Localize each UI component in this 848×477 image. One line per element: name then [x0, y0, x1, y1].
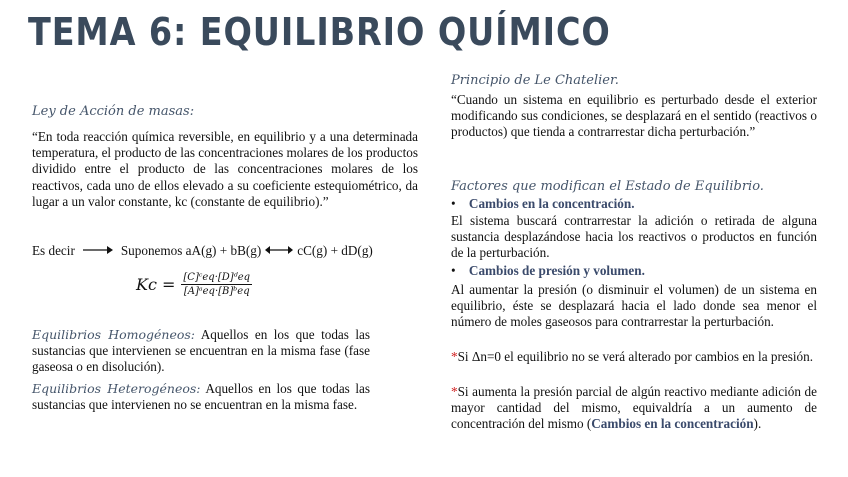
bullet-dot-icon: •	[451, 263, 456, 278]
homogeneous-heading: Equilibrios Homogéneos:	[32, 327, 196, 342]
chatelier-heading: Principio de Le Chatelier.	[451, 73, 619, 88]
law-heading: Ley de Acción de masas:	[32, 104, 195, 119]
products-label: cC(g) + dD(g)	[297, 243, 373, 258]
partial-pressure-close: ).	[753, 416, 762, 432]
bullet-pressure	[451, 263, 645, 279]
homogeneous-text: Aquellos en los que todas las sustancias que intervienen se encuentran en la misma fase (fase gaseosa o en disolución).	[32, 327, 371, 375]
kc-numerator: [C]ᶜeq·[D]ᵈeq	[183, 272, 251, 283]
asterisk-mark: *	[451, 349, 458, 364]
pressure-text: Al aumentar la presión (o disminuir el volumen) de un sistema en equilibrio, éste se desplazará hacia el lado donde sea menor el número de moles gaseosos para contrarrestar la perturbación.	[451, 282, 817, 330]
concentration-reference: Cambios en la concentración	[591, 416, 754, 432]
bullet-dot-icon: •	[451, 196, 456, 211]
asterisk-mark: *	[451, 384, 458, 399]
factors-heading: Factores que modifican el Estado de Equilibrio.	[451, 179, 764, 194]
heterogeneous-text: Aquellos en los que todas las sustancias que intervienen no se encuentran en la misma fase.	[32, 381, 371, 413]
bullet-concentration	[451, 196, 635, 212]
law-quote: “En toda reacción química reversible, en equilibrio y a una determinada temperatura, el producto de las concentraciones molares de los productos dividido entre el producto de las concentraciones molares de los reactivos, cada uno de ellos elevado a su coeficiente estequiométrico, da lugar a un valor constante, kc (constante de equilibrio).”	[32, 129, 418, 209]
reaction-row	[32, 243, 373, 259]
homogeneous-block	[32, 327, 370, 376]
delta-n-note	[451, 349, 817, 365]
delta-n-text: Si Δn=0 el equilibrio no se verá alterado por cambios en la presión.	[457, 349, 813, 364]
bullet-concentration-label: Cambios en la concentración.	[468, 196, 635, 211]
concentration-text: El sistema buscará contrarrestar la adición o retirada de alguna sustancia desplazándose hacia los reactivos o productos en función de la perturbación.	[451, 213, 817, 261]
kc-symbol: Kc =	[136, 275, 176, 294]
right-arrow-icon	[83, 243, 113, 259]
kc-formula	[136, 272, 252, 297]
kc-fraction	[181, 272, 252, 297]
reactants-label: Suponemos aA(g) + bB(g)	[120, 243, 262, 258]
heterogeneous-block	[32, 381, 370, 413]
es-decir-label: Es decir	[32, 243, 75, 258]
chatelier-quote: “Cuando un sistema en equilibrio es perturbado desde el exterior modificando sus condiciones, se desplazará en el sentido (reactivos o productos) que tienda a contrarrestar dicha perturbación.”	[451, 92, 817, 140]
bullet-pressure-label: Cambios de presión y volumen.	[468, 263, 645, 278]
partial-pressure-note	[451, 384, 817, 433]
kc-denominator: [A]ᵃeq·[B]ᵇeq	[183, 286, 250, 297]
page-title: TEMA 6: EQUILIBRIO QUÍMICO	[28, 10, 611, 54]
heterogeneous-heading: Equilibrios Heterogéneos:	[32, 381, 201, 396]
double-arrow-icon	[265, 243, 293, 259]
partial-pressure-text: Si aumenta la presión parcial de algún reactivo mediante adición de mayor cantidad del mismo, equivaldría a un aumento de concentración del mismo (	[451, 384, 817, 432]
